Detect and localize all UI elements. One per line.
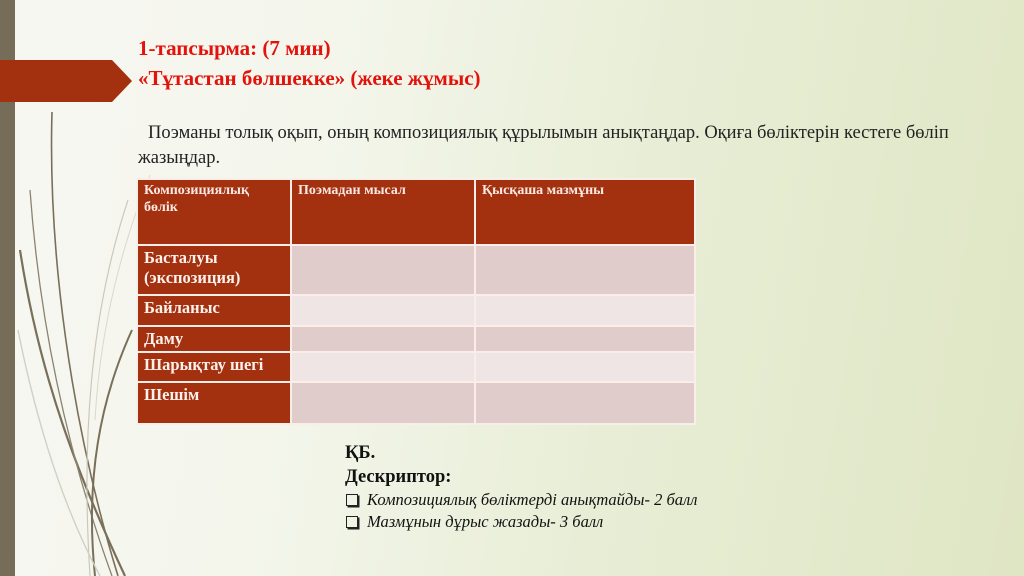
table-row [137, 326, 695, 352]
descriptor-item [345, 489, 697, 511]
summary-cell[interactable] [475, 245, 695, 295]
row-label: Шарықтау шегі [137, 352, 291, 382]
table-header-row [137, 179, 695, 245]
checkbox-icon [346, 516, 358, 528]
table-row [137, 245, 695, 295]
row-label: Даму [137, 326, 291, 352]
instruction-text: Поэманы толық оқып, оның композициялық құрылымын анықтаңдар. Оқиға бөліктерін кестеге бөліп жазыңдар. [138, 123, 949, 168]
row-label: Шешім [137, 382, 291, 424]
row-label: Басталуы (экспозиция) [137, 245, 291, 295]
title-line-topic: «Тұтастан бөлшекке» (жеке жұмыс) [138, 66, 481, 90]
example-cell[interactable] [291, 245, 475, 295]
table-row [137, 352, 695, 382]
table-row [137, 295, 695, 326]
assessment-label: ҚБ. [345, 443, 376, 463]
descriptor-heading: Дескриптор: [345, 467, 452, 487]
composition-table [136, 178, 696, 425]
header-part: Композициялық бөлік [137, 179, 291, 245]
summary-cell[interactable] [475, 295, 695, 326]
descriptor-item [345, 511, 697, 533]
row-label: Байланыс [137, 295, 291, 326]
descriptor-item-text: Мазмұнын дұрыс жазады- 3 балл [367, 512, 604, 531]
descriptor-item-text: Композициялық бөліктерді анықтайды- 2 балл [367, 490, 698, 509]
table-row [137, 382, 695, 424]
example-cell[interactable] [291, 295, 475, 326]
slide-title [138, 33, 481, 93]
title-arrow-banner [0, 60, 132, 102]
summary-cell[interactable] [475, 352, 695, 382]
header-example: Поэмадан мысал [291, 179, 475, 245]
example-cell[interactable] [291, 352, 475, 382]
header-summary: Қысқаша мазмұны [475, 179, 695, 245]
checkbox-icon [346, 494, 358, 506]
example-cell[interactable] [291, 326, 475, 352]
summary-cell[interactable] [475, 326, 695, 352]
summary-cell[interactable] [475, 382, 695, 424]
descriptor-block [345, 441, 697, 533]
example-cell[interactable] [291, 382, 475, 424]
title-line-task: 1-тапсырма: (7 мин) [138, 36, 331, 60]
